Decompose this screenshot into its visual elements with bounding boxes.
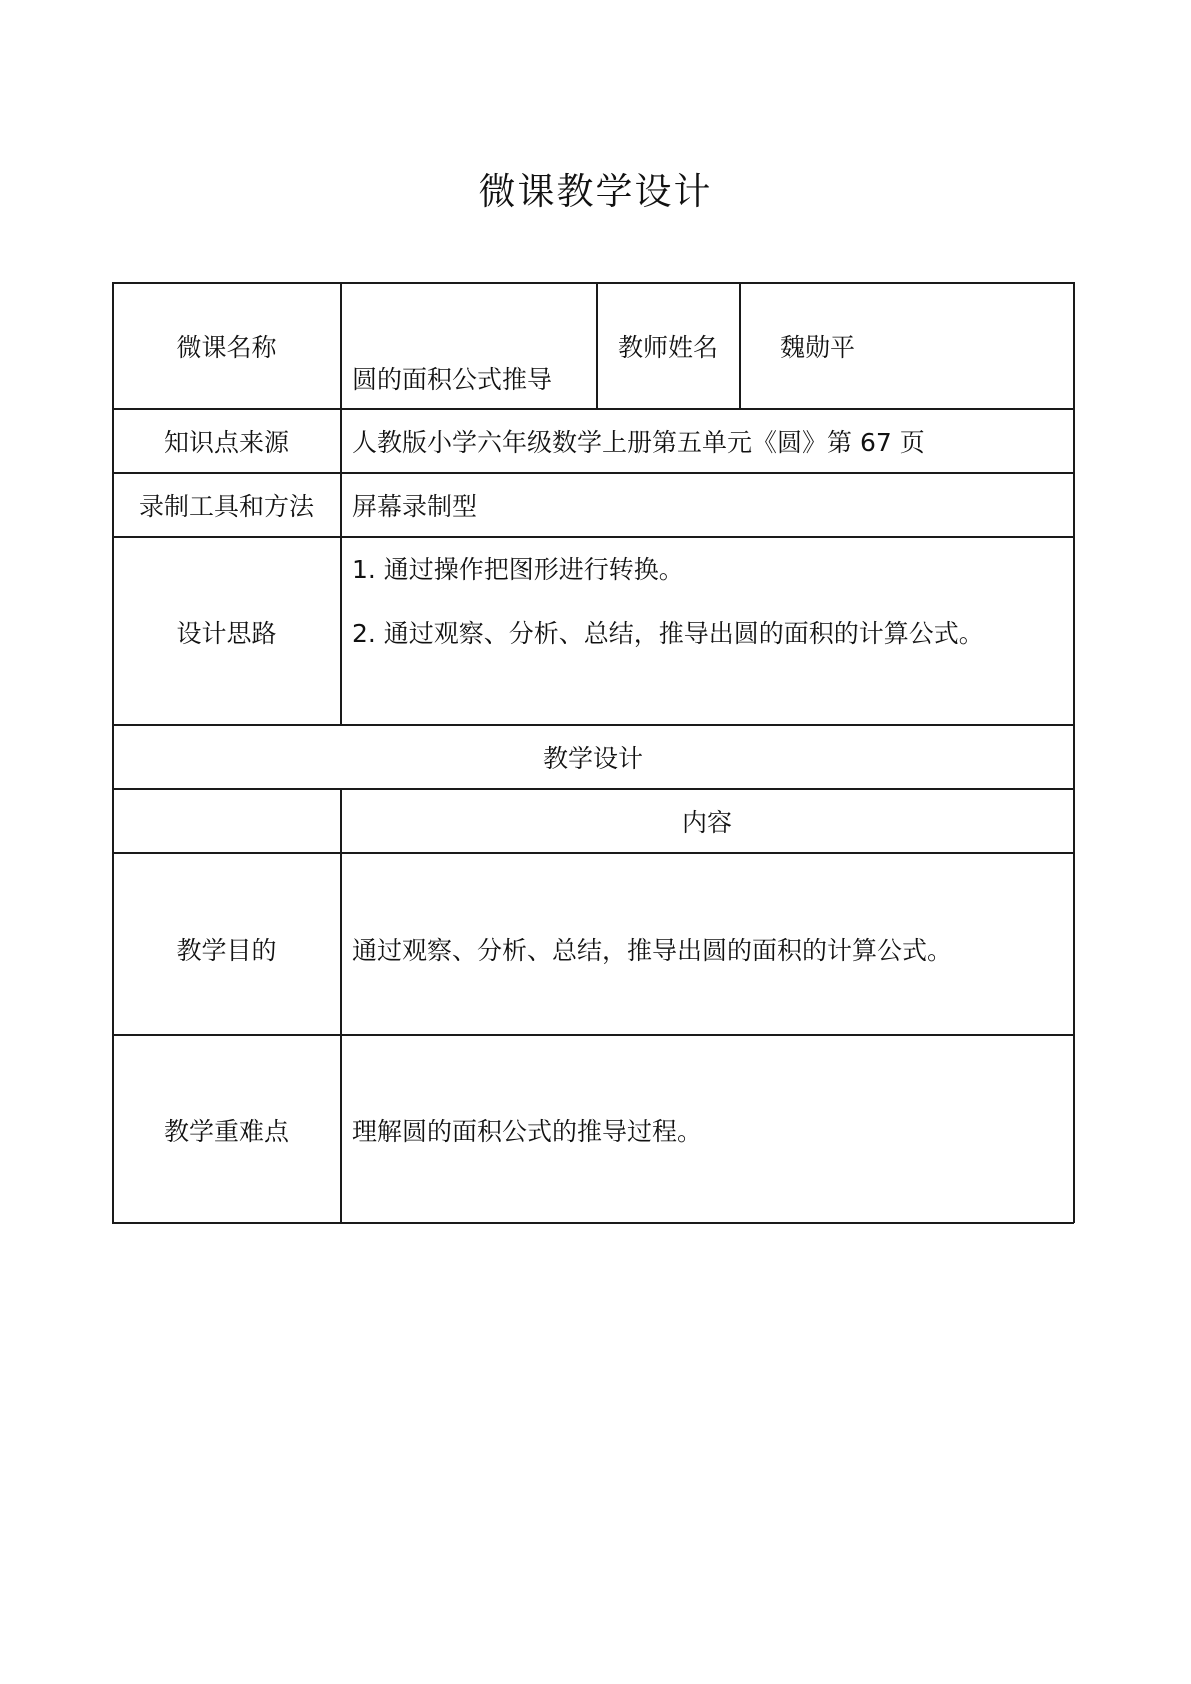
row-divider [112, 472, 1074, 474]
table-border-right [1073, 282, 1075, 1223]
column-divider [340, 282, 342, 725]
objective-label: 教学目的 [176, 936, 277, 965]
design-idea-item: 2. 通过观察、分析、总结，推导出圆的面积的计算公式。 [352, 619, 984, 648]
document-title: 微课教学设计 [478, 170, 713, 213]
table-border-top [112, 282, 1074, 284]
course-name-label: 微课名称 [176, 333, 277, 362]
row-divider [112, 1034, 1074, 1036]
course-name-value: 圆的面积公式推导 [352, 365, 553, 394]
tools-value: 屏幕录制型 [352, 492, 478, 521]
key-points-label: 教学重难点 [163, 1117, 289, 1146]
source-value: 人教版小学六年级数学上册第五单元《圆》第 67 页 [352, 428, 925, 457]
row-divider [112, 852, 1074, 854]
table-border-bottom [112, 1222, 1074, 1224]
teacher-value: 魏勋平 [780, 333, 856, 362]
section-header: 教学设计 [542, 744, 643, 773]
row-divider [112, 408, 1074, 410]
column-divider [739, 282, 741, 409]
design-idea-item: 1. 通过操作把图形进行转换。 [352, 555, 684, 584]
column-divider [340, 788, 342, 1223]
source-label: 知识点来源 [163, 428, 289, 457]
row-divider [112, 788, 1074, 790]
design-idea-label: 设计思路 [176, 619, 277, 648]
objective-value: 通过观察、分析、总结，推导出圆的面积的计算公式。 [352, 936, 953, 965]
row-divider [112, 724, 1074, 726]
tools-label: 录制工具和方法 [138, 492, 314, 521]
teacher-label: 教师姓名 [617, 333, 718, 362]
key-points-value: 理解圆的面积公式的推导过程。 [352, 1117, 703, 1146]
row-divider [112, 536, 1074, 538]
content-header: 内容 [681, 808, 732, 837]
